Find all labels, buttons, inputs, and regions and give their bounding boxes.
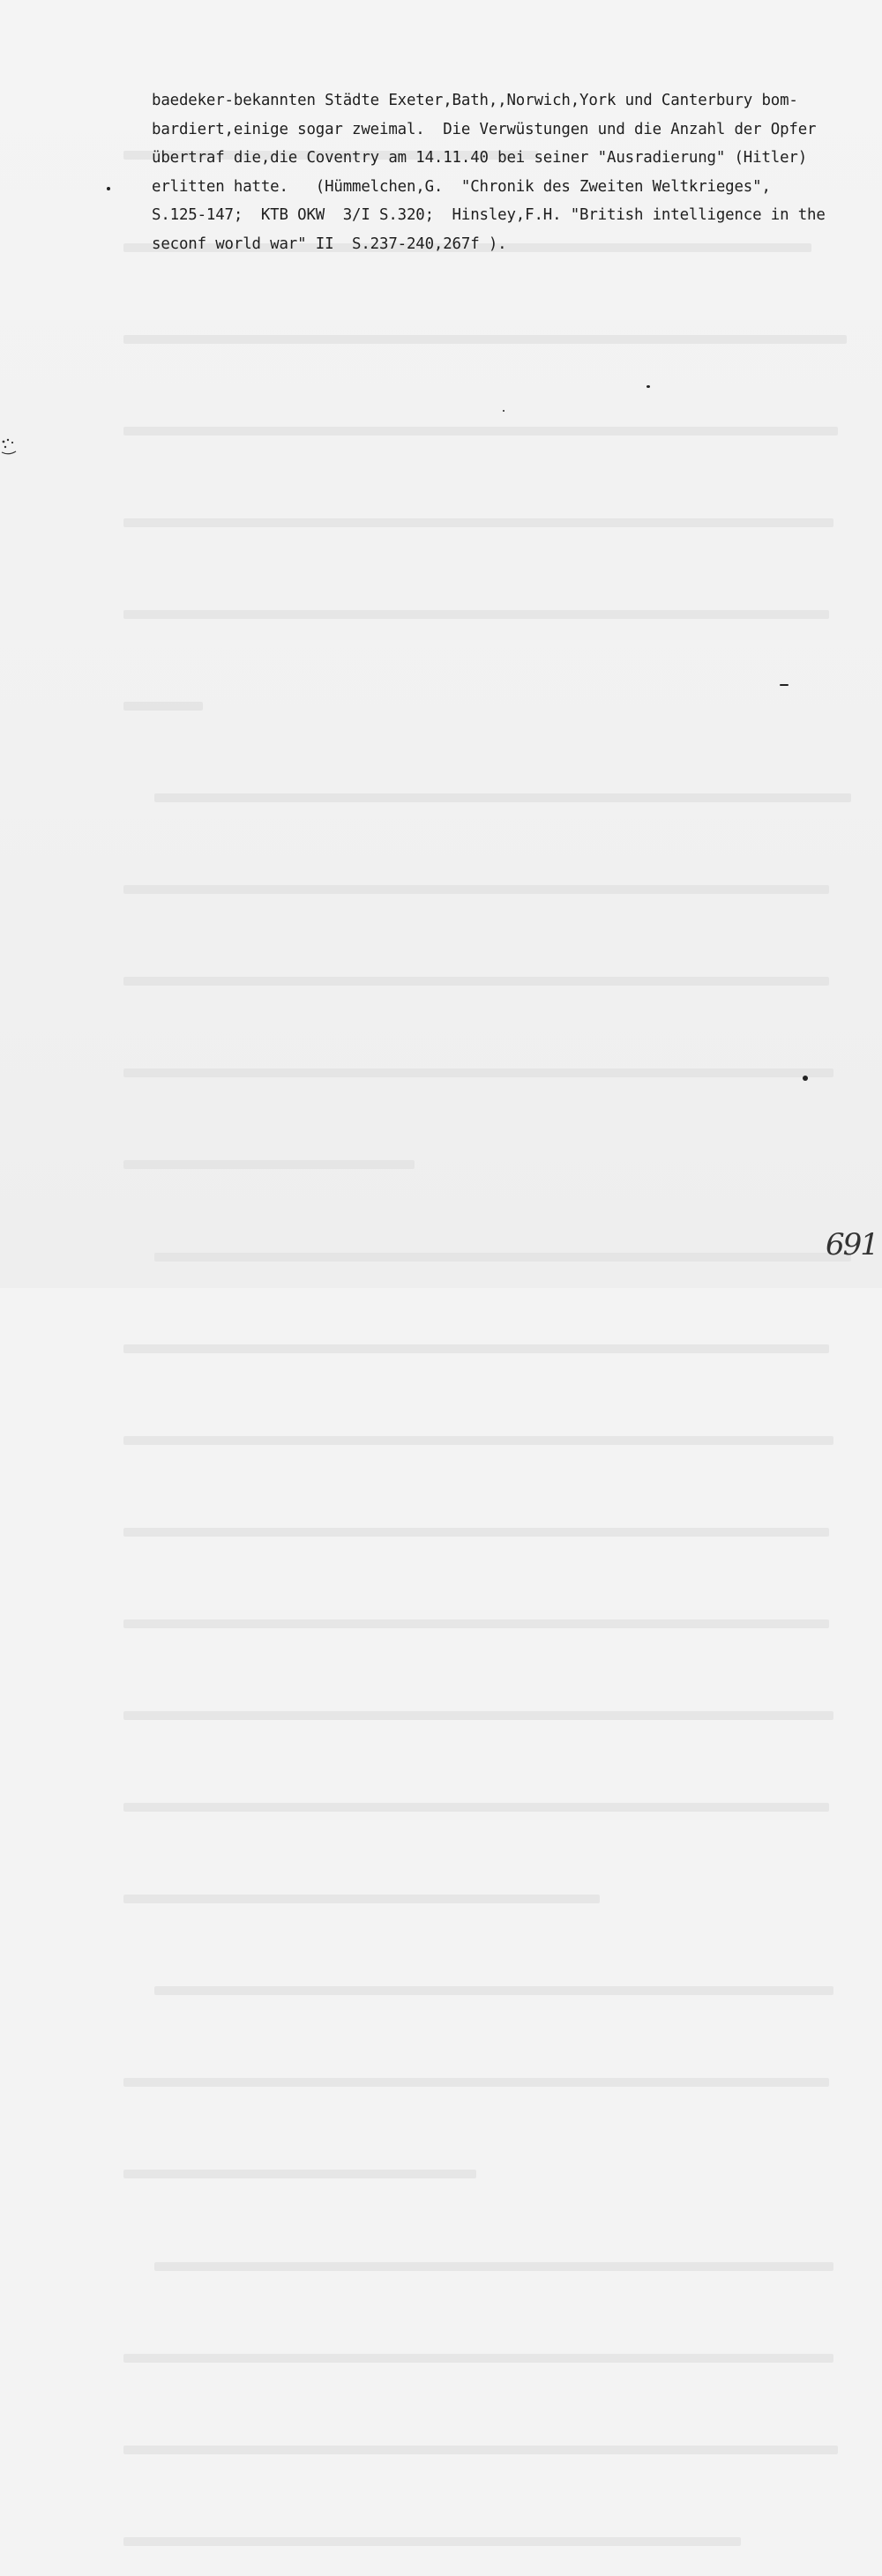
- text-line: S.125-147; KTB OKW 3/I S.320; Hinsley,F.H. "British intelligence in the: [152, 206, 826, 225]
- text-line: seconf world war" II S.237-240,267f ).: [152, 235, 507, 253]
- text-line: erlitten hatte. (Hümmelchen,G. "Chronik des Zweiten Weltkrieges",: [152, 177, 771, 196]
- text-line: bardiert,einige sogar zweimal. Die Verwüstungen und die Anzahl der Opfer: [152, 120, 817, 138]
- typed-text-block: [152, 86, 857, 259]
- page-number: 691: [826, 1227, 878, 1262]
- ink-speck: [803, 1076, 808, 1081]
- ink-speck: [107, 187, 110, 190]
- ink-speck: [503, 410, 505, 412]
- ink-speck: [780, 684, 789, 686]
- text-line: baedeker-bekannten Städte Exeter,Bath,,Norwich,York und Canterbury bom-: [152, 92, 798, 109]
- text-line: übertraf die,die Coventry am 14.11.40 bei seiner "Ausradierung" (Hitler): [152, 149, 808, 168]
- bleed-through-text: [123, 79, 856, 2576]
- margin-hole-mark: [0, 436, 19, 458]
- ink-speck: [647, 385, 650, 388]
